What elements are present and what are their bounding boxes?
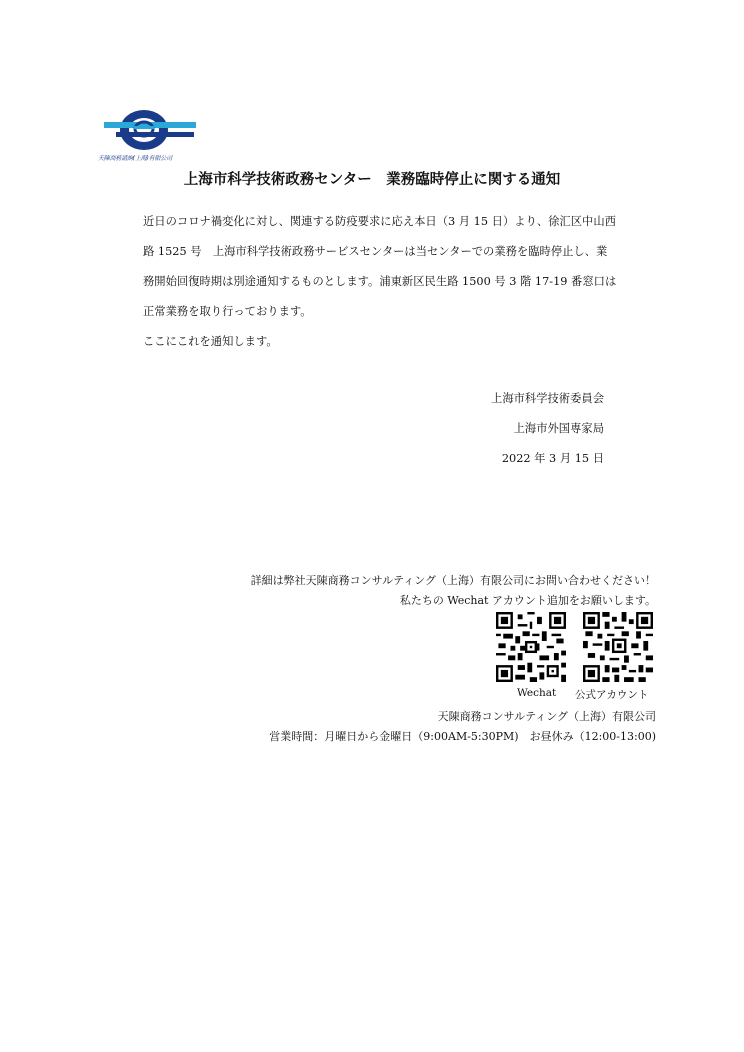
page-title: 上海市科学技術政務センター 業務臨時停止に関する通知 <box>183 172 561 188</box>
wechat-qr-code <box>496 612 566 682</box>
body-line: 路 1525 号 上海市科学技術政務サービスセンターは当センターでの業務を臨時停止し、業 <box>143 245 608 258</box>
body-line: 正常業務を取り行っております。 <box>143 305 312 318</box>
wechat-request-text: 私たちの Wechat アカウント追加をお願いします。 <box>399 594 656 607</box>
business-hours: 営業時間：月曜日から金曜日（9:00AM-5:30PM) お昼休み（12:00-13:00) <box>269 730 656 743</box>
logo-caption: 天陳商務諮詢(上海)有限公司 <box>98 155 172 162</box>
contact-text: 詳細は弊社天陳商務コンサルティング（上海）有限公司にお問い合わせください！ <box>250 574 656 587</box>
qr-label-official-account: 公式アカウント <box>575 689 649 701</box>
body-line: ここにこれを通知します。 <box>143 335 278 348</box>
body-line: 近日のコロナ禍変化に対し、関連する防疫要求に応え本日（3 月 15 日）より、徐汇区中山西 <box>143 215 616 228</box>
qr-code-icon <box>583 612 653 682</box>
official-account-qr-code <box>583 612 653 682</box>
qr-label-wechat: Wechat <box>517 687 557 699</box>
body-line: 務開始回復時期は別途通知するものとします。浦東新区民生路 1500 号 3 階 17-19 番窓口は <box>143 275 617 288</box>
company-name: 天陳商務コンサルティング（上海）有限公司 <box>437 710 656 723</box>
qr-code-icon <box>496 612 566 682</box>
signature-org-2: 上海市外国専家局 <box>513 422 604 435</box>
signature-org-1: 上海市科学技術委員会 <box>491 392 604 405</box>
signature-date: 2022 年 3 月 15 日 <box>501 452 604 465</box>
